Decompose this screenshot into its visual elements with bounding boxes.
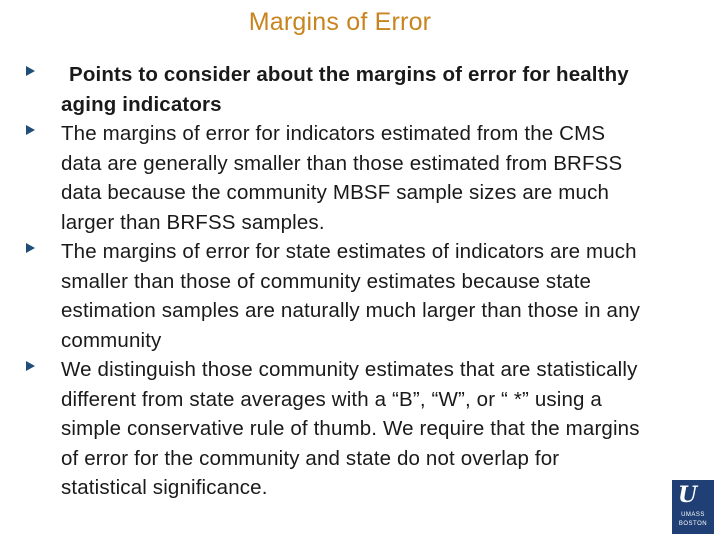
triangle-bullet-icon — [26, 66, 35, 76]
triangle-bullet-icon — [26, 361, 35, 371]
logo-line-1: UMASS — [681, 512, 705, 518]
umass-boston-logo — [672, 480, 714, 534]
logo-monogram: U — [678, 482, 698, 508]
bullet-text: The margins of error for state estimates of indicators are much smaller than those of community estimates because state estimation samples are naturally much larger than those in any community — [61, 240, 641, 352]
bullet-text: Points to consider about the margins of error for healthy aging indicators — [61, 63, 629, 116]
bullet-text: We distinguish those community estimates that are statistically different from state averages with a “B”, “W”, or “ *” using a simple conservative rule of thumb. We require that the margins of error for the community and state do not overlap for statistical significance. — [61, 358, 640, 499]
slide-title: Margins of Error — [248, 8, 432, 36]
bullet-item — [26, 355, 646, 503]
bullet-item — [26, 119, 646, 237]
bullet-list — [26, 60, 646, 503]
bullet-text: The margins of error for indicators estimated from the CMS data are generally smaller than those estimated from BRFSS data because the community MBSF sample sizes are much larger than BRFSS samples. — [61, 122, 623, 234]
logo-line-2: BOSTON — [678, 521, 708, 527]
triangle-bullet-icon — [26, 125, 35, 135]
triangle-bullet-icon — [26, 243, 35, 253]
bullet-item — [26, 237, 646, 355]
bullet-item — [26, 60, 646, 119]
